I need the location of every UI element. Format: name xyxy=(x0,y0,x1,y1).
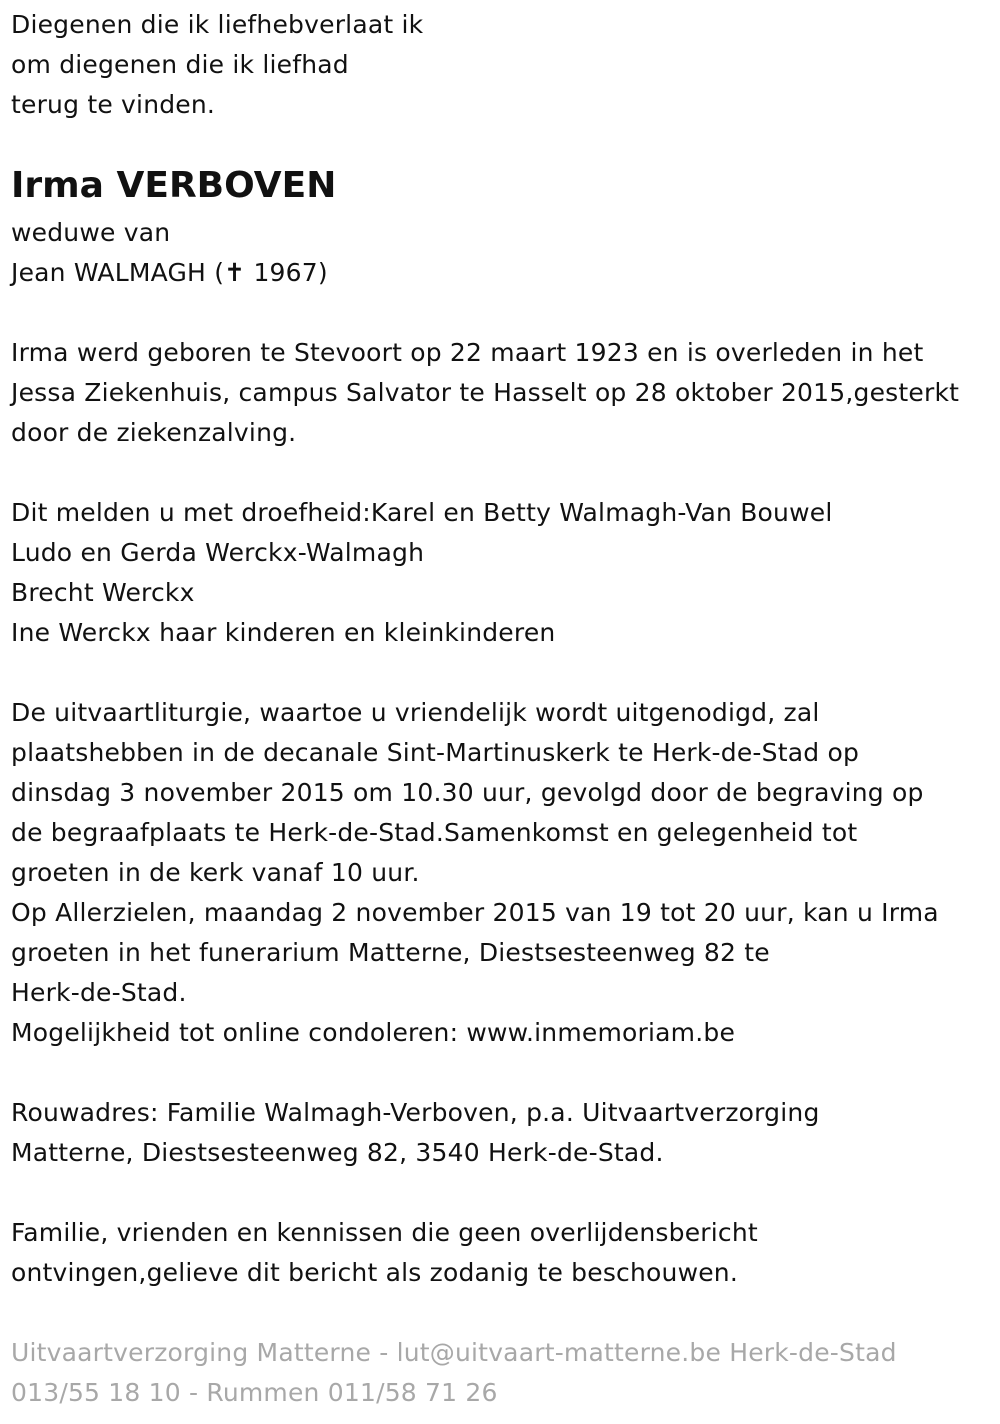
footer-line: Uitvaartverzorging Matterne - lut@uitvaart-matterne.be Herk-de-Stad xyxy=(11,1338,897,1367)
condolence-line: Mogelijkheid tot online condoleren: www.inmemoriam.be xyxy=(11,1018,736,1047)
funeral-line: de begraafplaats te Herk-de-Stad.Samenkomst en gelegenheid tot xyxy=(11,818,858,847)
footer-line: 013/55 18 10 - Rummen 011/58 71 26 xyxy=(11,1378,498,1407)
spouse-text: Jean WALMAGH (✝ 1967) xyxy=(11,258,328,287)
funeral-line: groeten in de kerk vanaf 10 uur. xyxy=(11,858,420,887)
announcer-line: Ine Werckx haar kinderen en kleinkinderen xyxy=(11,618,556,647)
poem-line: Diegenen die ik liefhebverlaat ik xyxy=(11,10,424,39)
funeral-line: groeten in het funerarium Matterne, Diestsesteenweg 82 te xyxy=(11,938,770,967)
address-line: Rouwadres: Familie Walmagh-Verboven, p.a. Uitvaartverzorging xyxy=(11,1098,820,1127)
funeral-line: Op Allerzielen, maandag 2 november 2015 van 19 tot 20 uur, kan u Irma xyxy=(11,898,939,927)
poem-line: om diegenen die ik liefhad xyxy=(11,50,349,79)
poem-line: terug te vinden. xyxy=(11,90,216,119)
deceased-name: Irma VERBOVEN xyxy=(11,165,337,206)
birth-death-line: Jessa Ziekenhuis, campus Salvator te Hasselt op 28 oktober 2015,gesterkt xyxy=(11,378,960,407)
funeral-line: plaatshebben in de decanale Sint-Martinuskerk te Herk-de-Stad op xyxy=(11,738,860,767)
address-line: Matterne, Diestsesteenweg 82, 3540 Herk-de-Stad. xyxy=(11,1138,664,1167)
relation-text: weduwe van xyxy=(11,218,171,247)
closing-line: Familie, vrienden en kennissen die geen overlijdensbericht xyxy=(11,1218,758,1247)
birth-death-line: door de ziekenzalving. xyxy=(11,418,297,447)
funeral-line: De uitvaartliturgie, waartoe u vriendelijk wordt uitgenodigd, zal xyxy=(11,698,820,727)
closing-line: ontvingen,gelieve dit bericht als zodanig te beschouwen. xyxy=(11,1258,738,1287)
announcer-line: Brecht Werckx xyxy=(11,578,195,607)
announcer-line: Dit melden u met droefheid:Karel en Betty Walmagh-Van Bouwel xyxy=(11,498,833,527)
funeral-line: Herk-de-Stad. xyxy=(11,978,187,1007)
birth-death-line: Irma werd geboren te Stevoort op 22 maart 1923 en is overleden in het xyxy=(11,338,924,367)
funeral-line: dinsdag 3 november 2015 om 10.30 uur, gevolgd door de begraving op xyxy=(11,778,924,807)
announcer-line: Ludo en Gerda Werckx-Walmagh xyxy=(11,538,425,567)
